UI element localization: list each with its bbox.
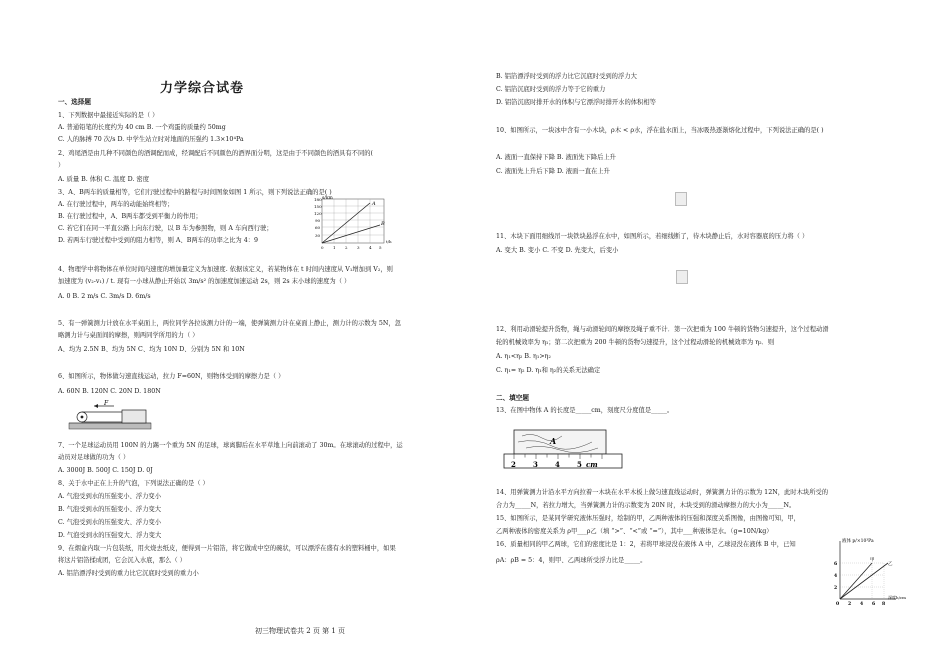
- question-line: 13、在图中物体 A 的长度是_____cm，刻度尺分度值是_____。: [496, 407, 674, 414]
- ruler-tick: 4: [555, 460, 560, 469]
- y-tick: 180: [314, 197, 322, 202]
- question-line: 3、A、B两车的质量相等，它们行驶过程中的路程与时间图象如图 1 所示，则下列说法正确的是( ): [58, 189, 332, 196]
- series-jia-line: [840, 563, 872, 599]
- question-line: 略测力计与桌面间的摩擦，则两同学所用的力（ ）: [58, 332, 199, 339]
- question-line: 9、在烟盒内取一片包装纸，用火烧去纸皮，便得到一片铝箔，将它做成中空的碗状，可以漂浮在盛有水的塑料桶中，如果: [58, 545, 396, 552]
- figure-15-pressure-graph: [826, 537, 906, 607]
- question-line: B. 气泡受到水的压强变小、浮力变大: [58, 506, 162, 513]
- section-heading: 二、填空题: [496, 394, 529, 402]
- question-line: 1、下列数据中最接近实际的是（ ）: [58, 112, 159, 119]
- x-tick: 4: [369, 245, 372, 250]
- question-line: A. 普通铅笔的长度约为 40 cm B. 一个鸡蛋的质量约 50mg: [58, 124, 226, 131]
- question-line: A. 0 B. 2 m/s C. 3m/s D. 6m/s: [58, 293, 151, 300]
- question-line: 加速度为 (v₂-v₁) / t. 现有一小球从静止开始以 3m/s² 的加速度加速运动 2s，则 2s 末小球的速度为（ ）: [58, 278, 351, 285]
- x-axis-label: t/h: [386, 239, 392, 244]
- question-line: A. η₁<η₂ B. η₁>η₂: [496, 353, 551, 360]
- question-line: 轮的机械效率为 η₁；第二次把重为 200 牛顿的货物匀速提升，这个过程动滑轮的机械效率为 η₂．则: [496, 339, 775, 346]
- y-tick: 120: [314, 211, 322, 216]
- question-line: 15、如图所示，是某同学研究液体压强时，绘制的甲，乙两种液体的压强和深度关系图像，由图像可知，甲，: [496, 515, 800, 522]
- x-tick: 4: [860, 602, 864, 607]
- question-line: 16、质量相同的甲乙两球，它们的密度比是 1：2，若将甲球浸没在液体 A 中，乙球浸没在液体 B 中，已知: [496, 541, 796, 548]
- figure-13-ruler: [502, 428, 624, 474]
- x-tick: 2: [345, 245, 348, 250]
- x-axis-label: 深度h/cm: [888, 595, 906, 600]
- ruler-tick: 5: [577, 460, 582, 469]
- section-heading: 一、选择题: [58, 98, 91, 106]
- series-label: 甲: [870, 558, 875, 563]
- question-line: ）: [58, 162, 65, 169]
- y-axis-label: s/km: [322, 196, 333, 201]
- question-line: 将这片铝箔揉成团，它会沉入水底，那么（ ）: [58, 557, 186, 564]
- question-line: 12、利用动滑轮提升货物，绳与动滑轮间的摩擦及绳子重不计．第一次把重为 100 牛顿的货物匀速提升，这个过程动滑: [496, 326, 829, 333]
- question-line: A、均为 2.5N B、均为 5N C、均为 10N D、分别为 5N 和 10N: [58, 346, 245, 353]
- question-line: A. 液面一直保持下降 B. 液面先下降后上升: [496, 154, 616, 161]
- x-tick: 0: [321, 245, 324, 250]
- ruler-tick: 3: [533, 460, 538, 469]
- figure-11-image: [676, 270, 688, 284]
- series-yi-line: [840, 563, 888, 599]
- x-tick: 6: [872, 602, 876, 607]
- x-tick: 1: [333, 245, 336, 250]
- y-tick: 150: [314, 204, 322, 209]
- series-label: B: [381, 221, 385, 227]
- y-tick: 4: [834, 574, 838, 579]
- question-line: A. 质量 B. 体积 C. 温度 D. 密度: [58, 176, 149, 183]
- question-line: 2、鸡尾酒是由几种不同颜色的酒调配而成，经调配后不同颜色的酒界面分明，这是由于不同颜色的酒具有不同的(: [58, 150, 374, 157]
- series-label: 乙: [888, 562, 893, 567]
- question-line: A. 在行驶过程中，两车的动能始终相等；: [58, 201, 174, 208]
- question-line: 10、如图所示，一块冰中含有一小木块，ρ木 < ρ水，浮在盐水面上，当冰吸热逐渐熔化过程中，下列说法正确的是( ): [496, 127, 824, 134]
- force-label: F: [104, 400, 109, 407]
- question-line: D. 若两车行驶过程中受到的阻力相等，则 A、B两车的功率之比为 4：9: [58, 237, 259, 244]
- question-line: D. 铝箔沉底时排开水的体积与它漂浮时排开水的体积相等: [496, 99, 656, 106]
- x-tick: 3: [357, 245, 360, 250]
- y-tick: 6: [834, 562, 838, 567]
- x-tick: 0: [836, 602, 840, 607]
- figure-10-image: [675, 192, 687, 206]
- x-tick: 8: [882, 602, 886, 607]
- question-line: A. 60N B. 120N C. 20N D. 180N: [58, 388, 161, 395]
- question-line: 4、物理学中将物体在单位时间内速度的增加量定义为加速度. 依据该定义，若某物体在 t 时间内速度从 V₁增加到 V₂，则: [58, 266, 393, 273]
- question-line: B. 在行驶过程中，A、B两车都受到平衡力的作用；: [58, 213, 202, 220]
- page-title: 力学综合试卷: [160, 81, 245, 96]
- question-line: A. 气泡受到水的压强变小、浮力变小: [58, 493, 162, 500]
- question-line: 动员对足球做的功为（ ）: [58, 454, 130, 461]
- question-line: C. 铝箔沉底时受到的浮力等于它的重力: [496, 86, 606, 93]
- y-axis-label: 液体 p/×10³Pa: [842, 539, 874, 544]
- y-tick: 90: [315, 218, 321, 223]
- question-line: C. 若它们在同一平直公路上向东行驶，以 B 车为参照物，则 A 车向西行驶；: [58, 225, 273, 232]
- question-line: A. 铝箔漂浮时受到的重力比它沉底时受到的重力小: [58, 570, 199, 577]
- question-line: C. 人的脉搏 70 次/s D. 中学生站立时对地面的压强约 1.3×10⁴Pa: [58, 136, 244, 143]
- object-label: A: [550, 436, 557, 446]
- question-line: 11、木块下面用细线吊一块铁块悬浮在水中，如图所示，若细线断了，待木块静止后，水对容器底的压力将（ ）: [496, 233, 809, 240]
- figure-1-st-graph: [314, 195, 396, 253]
- y-tick: 30: [315, 233, 321, 238]
- y-tick: 2: [834, 586, 838, 591]
- question-line: A. 变大 B. 变小 C. 不变 D. 先变大，后变小: [496, 247, 619, 254]
- ruler-tick: 2: [511, 460, 516, 469]
- question-line: 7、一个足球运动员用 100N 的力踢一个重为 5N 的足球，球离脚后在水平草地上向前滚动了 30m。在球滚动的过程中，运: [58, 442, 403, 449]
- figure-6-pulley: [64, 401, 156, 433]
- question-line: 合力为_____N，若拉力增大，当弹簧测力计的示数变为 20N 时，木块受到的滑动摩擦力的大小为_____N。: [496, 502, 796, 509]
- page-footer: 初三物理试卷共 2 页 第 1 页: [255, 627, 346, 635]
- x-tick: 5: [379, 245, 382, 250]
- question-line: C. 液面先上升后下降 D. 液面一直在上升: [496, 168, 610, 175]
- question-line: A. 3000J B. 500J C. 150J D. 0J: [58, 467, 153, 474]
- question-line: ρA：ρB = 5：4，则甲、乙两球所受浮力比是_____。: [496, 557, 647, 564]
- y-tick: 60: [315, 225, 321, 230]
- question-line: 8、关于水中正在上升的气泡，下列说法正确的是（ ）: [58, 480, 209, 487]
- question-line: 乙两种液体的密度关系为 ρ甲___ρ乙（填 “>”、“<”或 “=”），其中___种液体是水。（g=10N/kg）: [496, 528, 773, 535]
- question-line: 14、用弹簧测力计沿水平方向拉着一木块在水平木板上做匀速直线运动时，弹簧测力计的示数为 12N，此时木块所受的: [496, 489, 829, 496]
- question-line: 5、有一弹簧测力计放在水平桌面上，两位同学各拉该测力计的一端，使弹簧测力计在桌面上静止，测力计的示数为 5N，忽: [58, 320, 401, 327]
- question-line: D. 气泡受到水的压强变大、浮力变大: [58, 532, 162, 539]
- series-label: A: [372, 201, 376, 207]
- question-line: C. 气泡受到水的压强变大、浮力变小: [58, 519, 162, 526]
- question-line: 6、如图所示，物体做匀速直线运动，拉力 F=60N，则物体受到的摩擦力是（ ）: [58, 373, 285, 380]
- x-tick: 2: [848, 602, 852, 607]
- question-line: B. 铝箔漂浮时受到的浮力比它沉底时受到的浮力大: [496, 73, 637, 80]
- ruler-unit: cm: [586, 460, 598, 469]
- question-line: C. η₁= η₂ D. η₁和 η₂的关系无法确定: [496, 367, 601, 374]
